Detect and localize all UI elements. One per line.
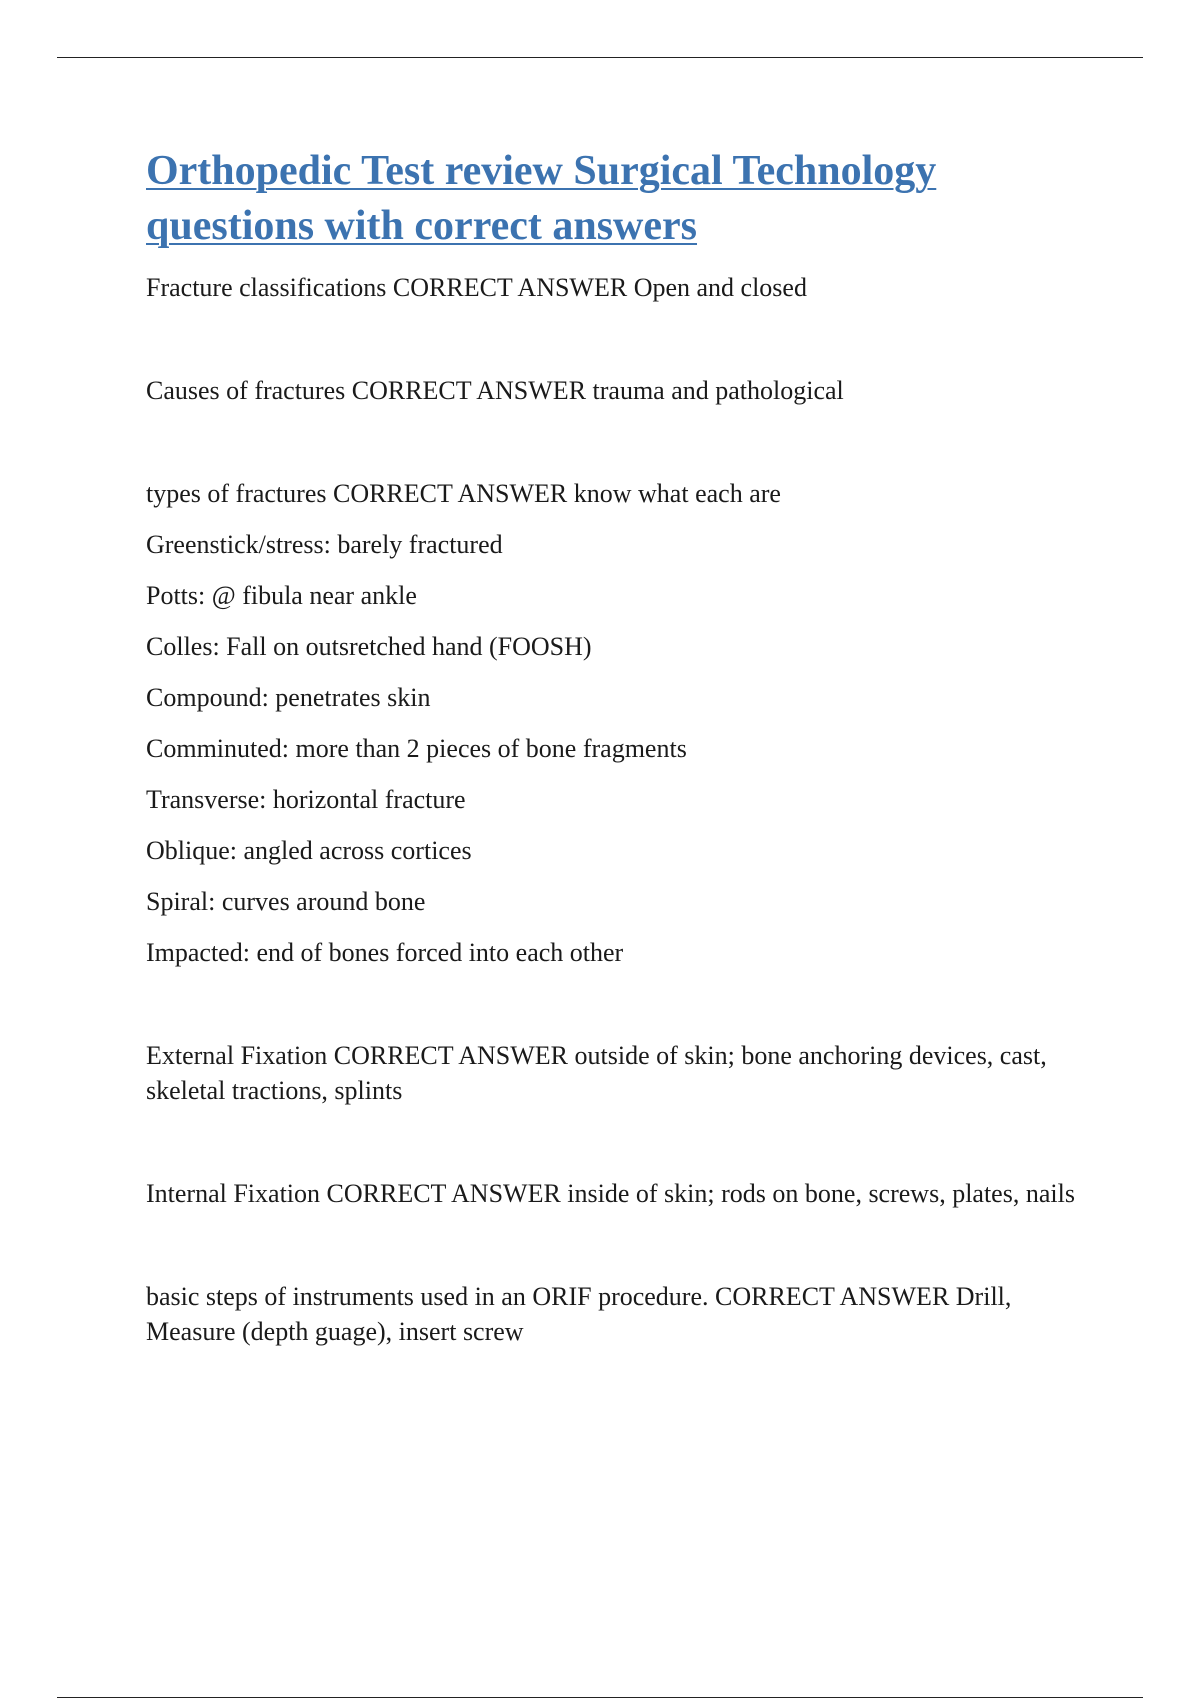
fracture-type-item: Compound: penetrates skin — [146, 683, 431, 712]
entry-internal-fixation: Internal Fixation CORRECT ANSWER inside of skin; rods on bone, screws, plates, nails — [146, 1179, 1075, 1208]
document-body — [146, 144, 1106, 1349]
bottom-rule — [57, 1697, 1143, 1698]
fracture-type-item: Greenstick/stress: barely fractured — [146, 530, 503, 559]
entry-external-fixation: External Fixation CORRECT ANSWER outside of skin; bone anchoring devices, cast, skeletal tractions, splints — [146, 1041, 1047, 1105]
top-rule — [57, 57, 1143, 58]
fracture-type-item: Colles: Fall on outsretched hand (FOOSH) — [146, 632, 592, 661]
fracture-type-item: Transverse: horizontal fracture — [146, 785, 466, 814]
fracture-type-item: Oblique: angled across cortices — [146, 836, 472, 865]
entry-causes-of-fractures: Causes of fractures CORRECT ANSWER trauma and pathological — [146, 376, 844, 405]
entry-fracture-classifications: Fracture classifications CORRECT ANSWER Open and closed — [146, 273, 807, 302]
fracture-type-item: Potts: @ fibula near ankle — [146, 581, 417, 610]
fracture-type-item: Impacted: end of bones forced into each other — [146, 938, 624, 967]
fracture-type-item: Spiral: curves around bone — [146, 887, 426, 916]
entry-orif-steps: basic steps of instruments used in an ORIF procedure. CORRECT ANSWER Drill, Measure (depth guage), insert screw — [146, 1282, 1012, 1346]
document-title: Orthopedic Test review Surgical Technology questions with correct answers — [146, 148, 937, 249]
fracture-type-item: Comminuted: more than 2 pieces of bone fragments — [146, 734, 687, 763]
entry-types-of-fractures: types of fractures CORRECT ANSWER know what each are — [146, 479, 781, 508]
